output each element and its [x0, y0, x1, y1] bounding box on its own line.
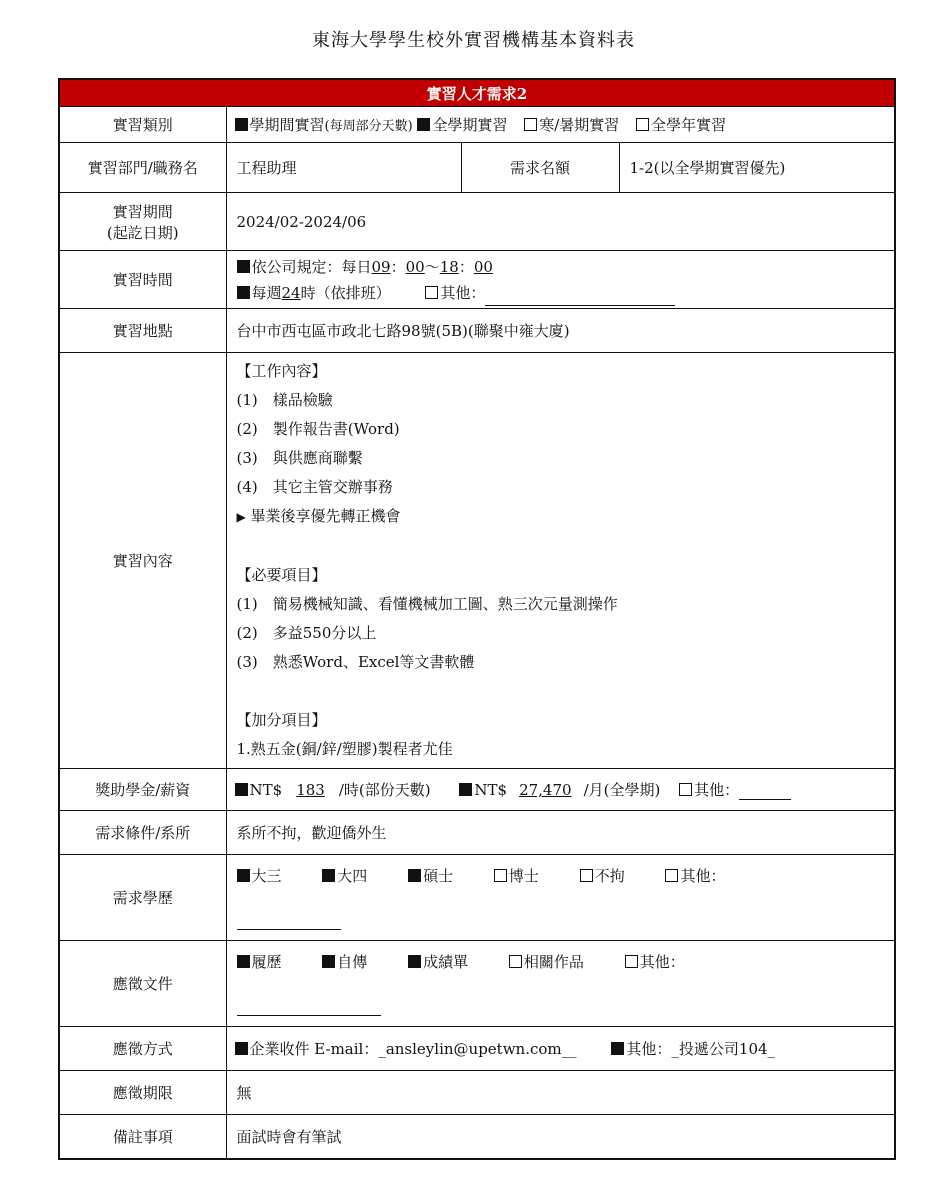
hours-rule-prefix: 依公司規定：每日 — [251, 257, 372, 276]
hours-colon1: ： — [390, 257, 406, 276]
work-item: (2) 製作報告書(Word) — [236, 420, 400, 438]
hours-colon2: ： — [458, 257, 474, 276]
edu-opt: 碩士 — [423, 867, 454, 885]
remarks-label: 備註事項 — [59, 1115, 226, 1159]
doc-opt: 其他： — [639, 953, 685, 971]
type-row — [59, 107, 895, 143]
hours-end-h: 18 — [439, 257, 459, 276]
location-value: 台中市西屯區市政北七路98號(5B)(聯聚中雍大廈) — [226, 309, 895, 353]
dept-label: 實習部門/職務名 — [59, 143, 226, 193]
salary-other: 其他： — [694, 781, 740, 799]
period-label — [59, 193, 226, 251]
salary-nt1-suffix: /時(部份天數) — [338, 781, 431, 799]
section-header: 實習人才需求2 — [59, 79, 895, 107]
checkbox-checked-icon[interactable] — [322, 955, 335, 968]
section-header-row — [59, 79, 895, 107]
method-row — [59, 1027, 895, 1071]
type-opt3: 寒/暑期實習 — [539, 116, 620, 134]
doc-opt: 相關作品 — [523, 953, 584, 971]
education-row — [59, 855, 895, 941]
checkbox-checked-icon[interactable] — [237, 869, 250, 882]
quota-value: 1-2(以全學期實習優先) — [619, 143, 895, 193]
dept-row — [59, 143, 895, 193]
method-label: 應徵方式 — [59, 1027, 226, 1071]
doc-opt: 成績單 — [423, 953, 469, 971]
checkbox-icon[interactable] — [494, 869, 507, 882]
checkbox-checked-icon[interactable] — [408, 869, 421, 882]
documents-label: 應徵文件 — [59, 941, 226, 1027]
education-label: 需求學歷 — [59, 855, 226, 941]
checkbox-checked-icon[interactable] — [322, 869, 335, 882]
checkbox-checked-icon[interactable] — [235, 1042, 248, 1055]
salary-other-blank[interactable] — [739, 799, 791, 800]
period-value: 2024/02-2024/06 — [226, 193, 895, 251]
salary-value — [226, 769, 895, 811]
checkbox-icon[interactable] — [524, 118, 537, 131]
requirement-label: 需求條件/系所 — [59, 811, 226, 855]
content-row — [59, 353, 895, 769]
bullet-line — [237, 502, 885, 532]
method-value — [226, 1027, 895, 1071]
edu-opt: 博士 — [508, 867, 539, 885]
hours-tilde: ～ — [424, 257, 440, 276]
salary-nt2-value: 27,470 — [519, 781, 572, 799]
checkbox-icon[interactable] — [679, 783, 692, 796]
checkbox-checked-icon[interactable] — [237, 286, 250, 299]
hours-start-h: 09 — [371, 257, 391, 276]
checkbox-icon[interactable] — [580, 869, 593, 882]
req-item: (1) 簡易機械知識、看懂機械加工圖、熟三次元量測操作 — [236, 595, 618, 613]
type-opt1: 學期間實習 — [249, 116, 325, 134]
period-label-line2: (起訖日期) — [106, 223, 179, 242]
requirement-row — [59, 811, 895, 855]
checkbox-checked-icon[interactable] — [237, 260, 250, 273]
document-title: 東海大學學生校外實習機構基本資料表 — [312, 30, 635, 51]
education-options — [226, 855, 895, 941]
bonus-item: 1.熟五金(銅/鋅/塑膠)製程者尤佳 — [236, 740, 453, 758]
salary-nt1-value: 183 — [296, 781, 325, 799]
hours-other-blank[interactable] — [485, 305, 675, 306]
doc-opt: 履歷 — [251, 953, 282, 971]
hours-weekly-hours: 24 — [281, 283, 301, 302]
content-label: 實習內容 — [59, 353, 226, 769]
checkbox-icon[interactable] — [625, 955, 638, 968]
dept-value: 工程助理 — [226, 143, 461, 193]
education-other-blank[interactable] — [237, 929, 341, 930]
period-label-line1: 實習期間 — [112, 202, 173, 221]
salary-label: 獎助學金/薪資 — [59, 769, 226, 811]
deadline-label: 應徵期限 — [59, 1071, 226, 1115]
content-value — [226, 353, 895, 769]
method-other-value: _投遞公司104_ — [671, 1040, 776, 1058]
edu-opt: 其他： — [680, 867, 726, 885]
type-opt1-note: (每周部分天數) — [324, 119, 413, 134]
type-label: 實習類別 — [59, 107, 226, 143]
checkbox-checked-icon[interactable] — [237, 955, 250, 968]
work-item: (3) 與供應商聯繫 — [236, 449, 363, 467]
requirement-value: 系所不拘，歡迎僑外生 — [226, 811, 895, 855]
method-email-label: 企業收件 E-mail： — [249, 1040, 379, 1058]
bonus-heading: 【加分項目】 — [236, 711, 327, 729]
bullet-text: 畢業後享優先轉正機會 — [250, 507, 401, 525]
salary-nt1-prefix: NT$ — [249, 781, 283, 799]
deadline-row — [59, 1071, 895, 1115]
triangle-bullet-icon: ▶ — [236, 510, 246, 524]
checkbox-checked-icon[interactable] — [408, 955, 421, 968]
checkbox-icon[interactable] — [636, 118, 649, 131]
checkbox-checked-icon[interactable] — [459, 783, 472, 796]
hours-row — [59, 251, 895, 309]
edu-opt: 大三 — [251, 867, 282, 885]
doc-opt: 自傳 — [337, 953, 368, 971]
method-email[interactable]: _ansleylin@upetwn.com__ — [378, 1040, 577, 1058]
type-opt2: 全學期實習 — [432, 116, 508, 134]
location-label: 實習地點 — [59, 309, 226, 353]
req-item: (3) 熟悉Word、Excel等文書軟體 — [236, 653, 475, 671]
work-item: (4) 其它主管交辦事務 — [236, 478, 393, 496]
salary-nt2-suffix: /月(全學期) — [583, 781, 661, 799]
hours-weekly-suffix: 時（依排班） — [300, 283, 391, 302]
hours-weekly-prefix: 每週 — [251, 283, 282, 302]
remarks-value: 面試時會有筆試 — [226, 1115, 895, 1159]
edu-opt: 不拘 — [594, 867, 625, 885]
checkbox-icon[interactable] — [425, 286, 438, 299]
quota-label: 需求名額 — [461, 143, 619, 193]
internship-form-table — [58, 78, 896, 1160]
type-options — [226, 107, 895, 143]
documents-row — [59, 941, 895, 1027]
hours-value — [226, 251, 895, 309]
documents-options — [226, 941, 895, 1027]
deadline-value: 無 — [226, 1071, 895, 1115]
checkbox-checked-icon[interactable] — [235, 783, 248, 796]
location-row — [59, 309, 895, 353]
remarks-row — [59, 1115, 895, 1159]
hours-label: 實習時間 — [59, 251, 226, 309]
req-item: (2) 多益550分以上 — [236, 624, 377, 642]
salary-row — [59, 769, 895, 811]
checkbox-icon[interactable] — [509, 955, 522, 968]
method-other-label: 其他： — [626, 1040, 672, 1058]
type-opt4: 全學年實習 — [651, 116, 727, 134]
checkbox-checked-icon[interactable] — [611, 1042, 624, 1055]
req-heading: 【必要項目】 — [236, 566, 327, 584]
salary-nt2-prefix: NT$ — [474, 781, 508, 799]
period-row — [59, 193, 895, 251]
checkbox-checked-icon[interactable] — [417, 118, 430, 131]
checkbox-checked-icon[interactable] — [235, 118, 248, 131]
documents-other-blank[interactable] — [237, 1015, 381, 1016]
work-heading: 【工作內容】 — [236, 362, 327, 380]
hours-start-m: 00 — [405, 257, 425, 276]
checkbox-icon[interactable] — [665, 869, 678, 882]
hours-other: 其他： — [440, 283, 486, 302]
work-item: (1) 樣品檢驗 — [236, 391, 333, 409]
edu-opt: 大四 — [337, 867, 368, 885]
hours-end-m: 00 — [473, 257, 493, 276]
